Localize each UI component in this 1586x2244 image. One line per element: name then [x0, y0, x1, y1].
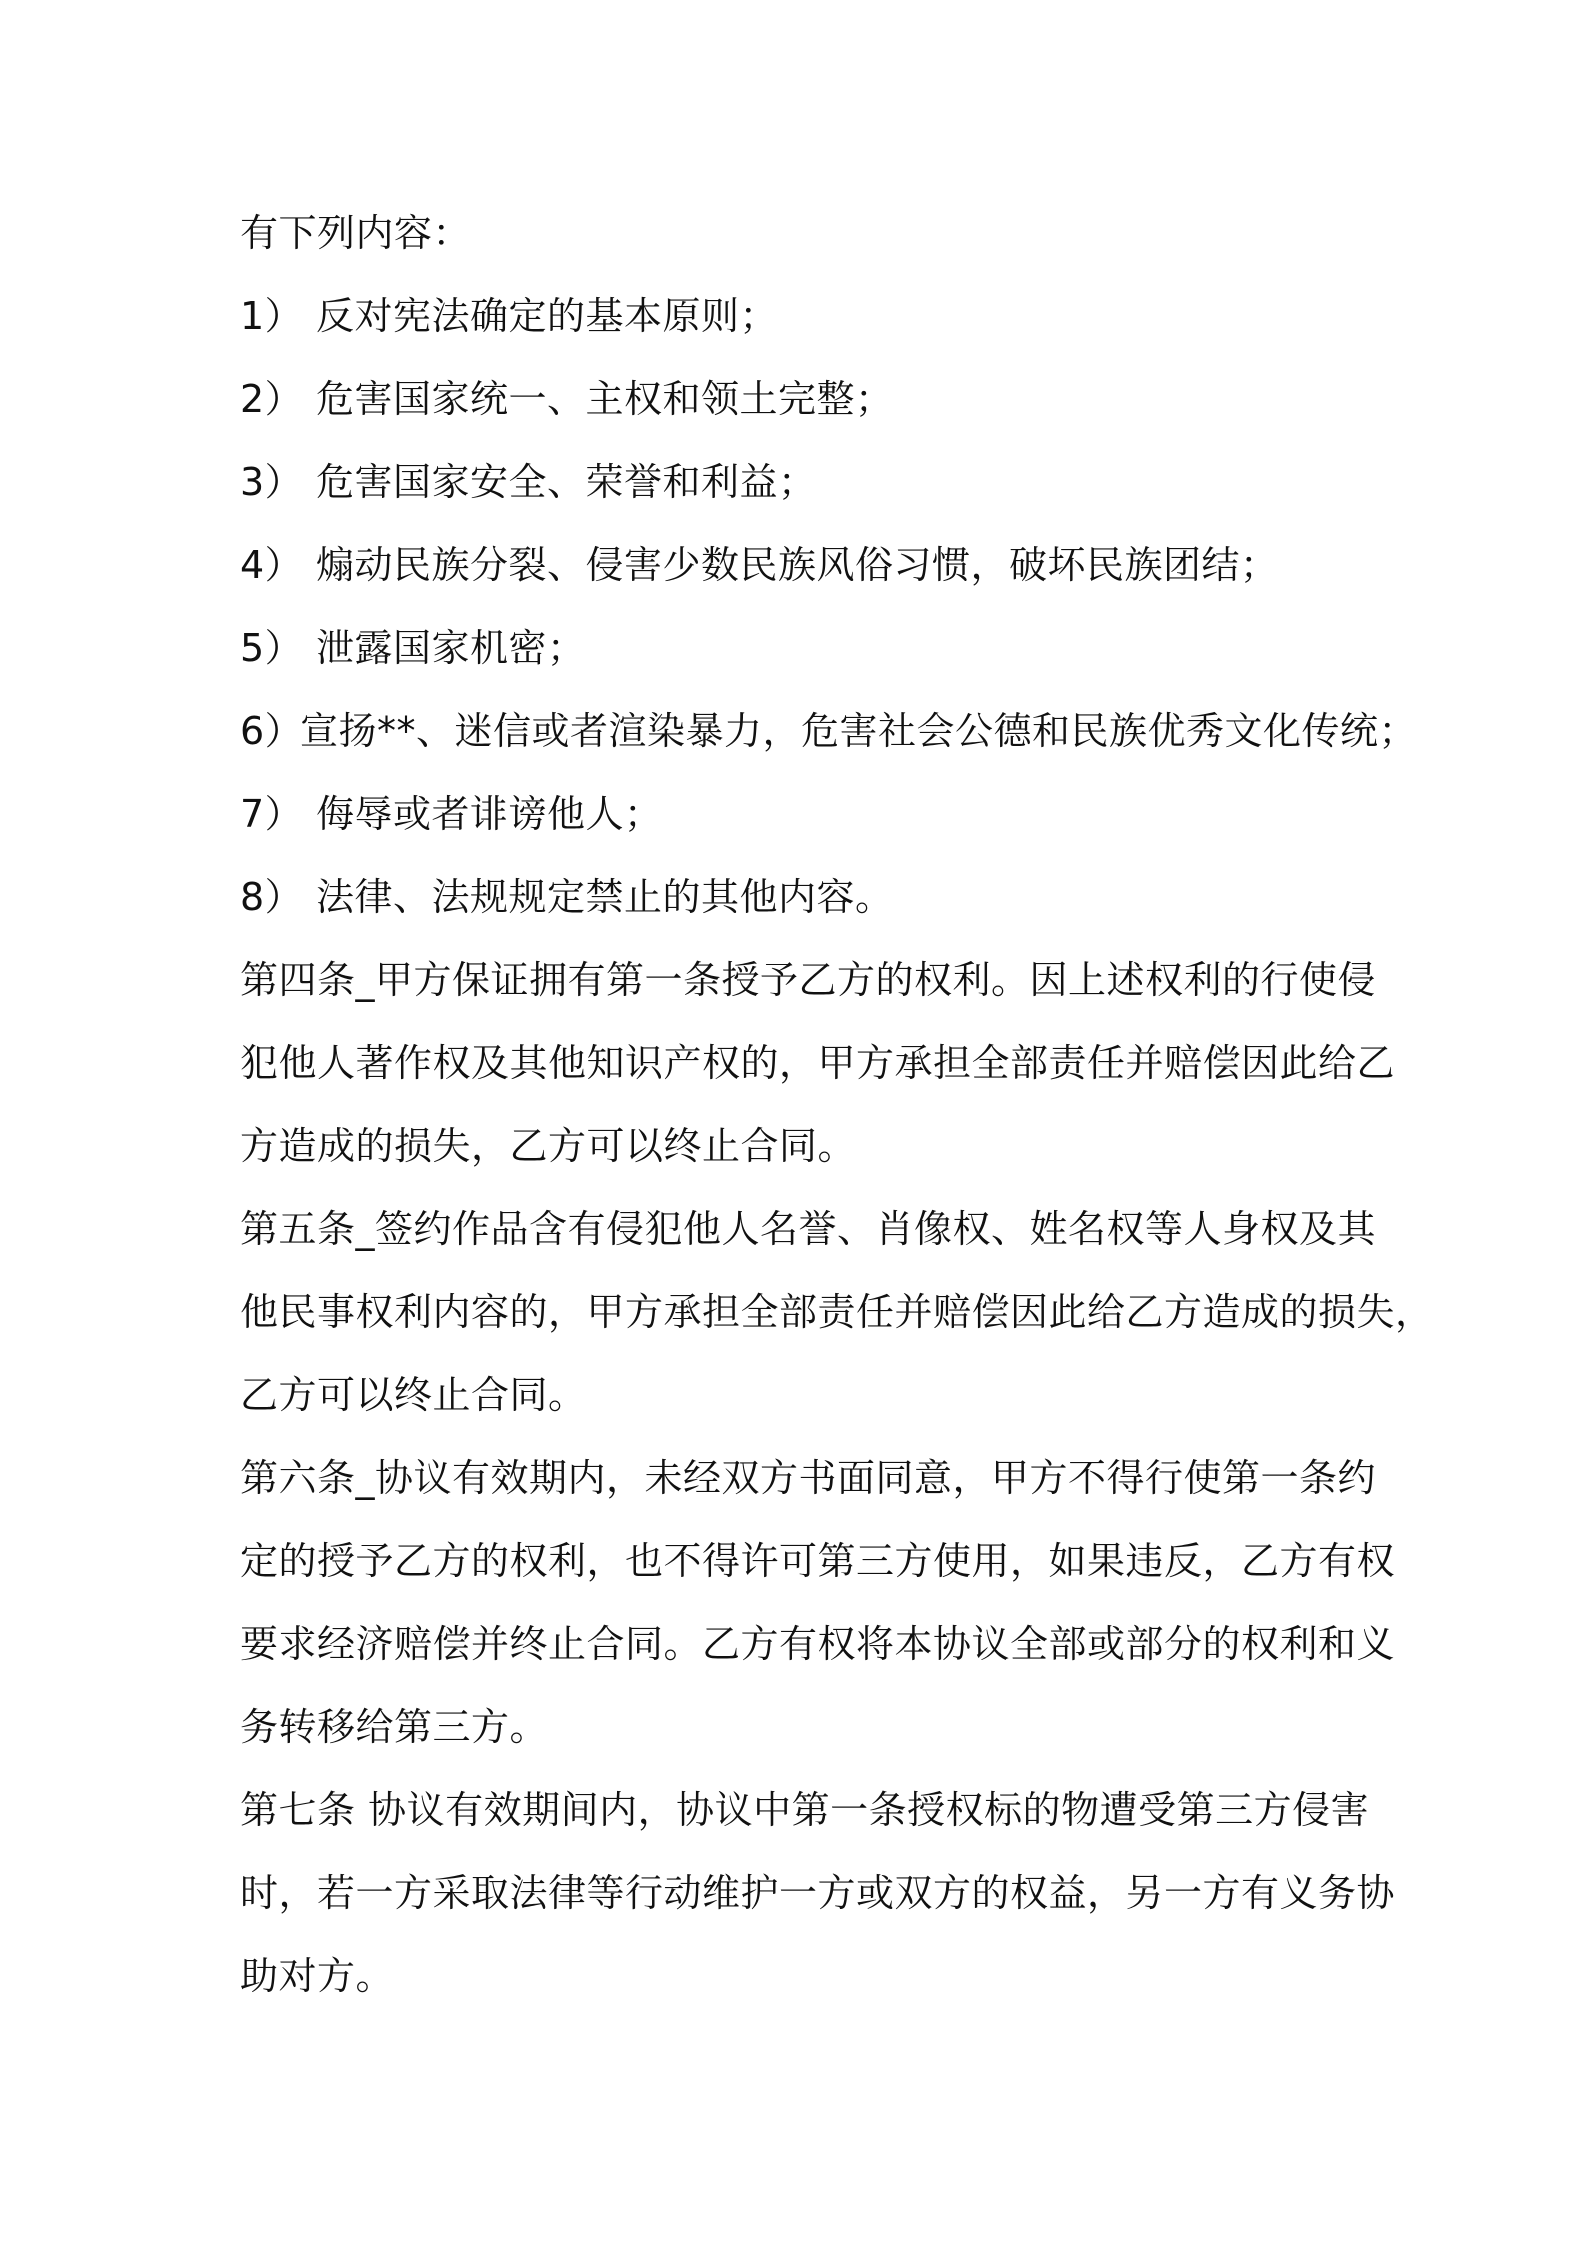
- intro-line: 有下列内容：: [240, 211, 472, 255]
- list-number: 8）: [240, 875, 304, 919]
- paragraph-line: 第五条_签约作品含有侵犯他人名誉、肖像权、姓名权等人身权及其: [240, 1207, 1377, 1251]
- list-number: 1）: [240, 294, 304, 338]
- paragraph-line: 犯他人著作权及其他知识产权的，甲方承担全部责任并赔偿因此给乙: [240, 1041, 1396, 1085]
- paragraph-line: 助对方。: [240, 1954, 395, 1998]
- list-text: 危害国家统一、主权和领土完整；: [316, 377, 894, 421]
- list-text: 侮辱或者诽谤他人；: [316, 792, 663, 836]
- list-item-8: [240, 856, 1380, 939]
- article-4: [240, 939, 1396, 1188]
- paragraph-line: 第七条 协议有效期间内，协议中第一条授权标的物遭受第三方侵害: [240, 1788, 1370, 1832]
- list-number: 3）: [240, 460, 304, 504]
- paragraph-line: 时，若一方采取法律等行动维护一方或双方的权益，另一方有义务协: [240, 1871, 1396, 1915]
- list-item-6: [240, 690, 1418, 773]
- list-text: 危害国家安全、荣誉和利益；: [316, 460, 817, 504]
- article-5: [240, 1188, 1434, 1437]
- list-text: 宣扬**、迷信或者渲染暴力，危害社会公德和民族优秀文化传统；: [300, 709, 1418, 753]
- paragraph-line: 第六条_协议有效期内，未经双方书面同意，甲方不得行使第一条约: [240, 1456, 1377, 1500]
- paragraph-line: 第四条_甲方保证拥有第一条授予乙方的权利。因上述权利的行使侵: [240, 958, 1377, 1002]
- paragraph-line: 方造成的损失，乙方可以终止合同。: [240, 1124, 857, 1168]
- paragraph-line: 他民事权利内容的，甲方承担全部责任并赔偿因此给乙方造成的损失，: [240, 1290, 1434, 1334]
- paragraph-line: 要求经济赔偿并终止合同。乙方有权将本协议全部或部分的权利和义: [240, 1622, 1396, 1666]
- list-number: 5）: [240, 626, 304, 670]
- article-6: [240, 1437, 1396, 1769]
- list-text: 反对宪法确定的基本原则；: [316, 294, 779, 338]
- paragraph-line: 乙方可以终止合同。: [240, 1373, 587, 1417]
- list-number: 2）: [240, 377, 304, 421]
- list-item-4: [240, 524, 1380, 607]
- list-item-7: [240, 773, 1380, 856]
- list-item-1: [240, 275, 1380, 358]
- list-number: 4）: [240, 543, 304, 587]
- document-body: [240, 192, 1434, 2018]
- list-number: 7）: [240, 792, 304, 836]
- article-7: [240, 1769, 1396, 2018]
- list-item-5: [240, 607, 1380, 690]
- paragraph-line: 定的授予乙方的权利，也不得许可第三方使用，如果违反，乙方有权: [240, 1539, 1396, 1583]
- list-item-3: [240, 441, 1380, 524]
- list-number: 6）: [240, 709, 304, 753]
- list-text: 泄露国家机密；: [316, 626, 586, 670]
- list-text: 法律、法规规定禁止的其他内容。: [316, 875, 894, 919]
- paragraph-line: 务转移给第三方。: [240, 1705, 549, 1749]
- list-item-2: [240, 358, 1380, 441]
- list-text: 煽动民族分裂、侵害少数民族风俗习惯，破坏民族团结；: [316, 543, 1279, 587]
